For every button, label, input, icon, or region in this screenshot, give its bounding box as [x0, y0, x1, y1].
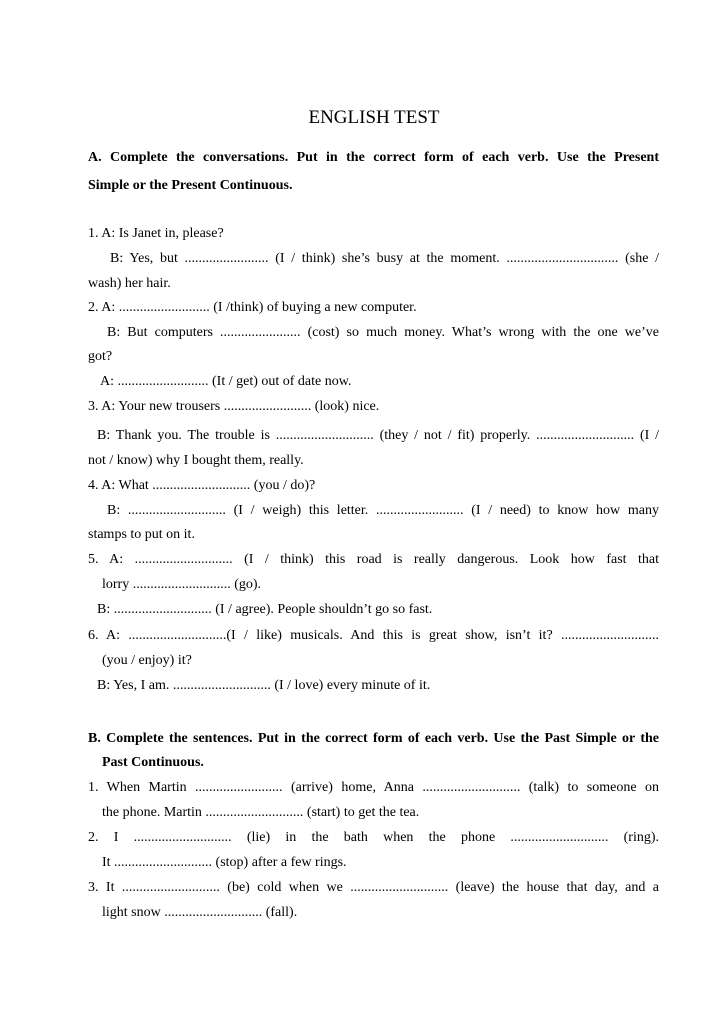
section-a-heading-line-2: Simple or the Present Continuous.: [88, 178, 293, 193]
sentence-b1-line-2: the phone. Martin ............................ (start) to get the tea.: [102, 805, 420, 820]
question-a3-line-3: not / know) why I bought them, really.: [88, 453, 304, 468]
question-a3-line-1: 3. A: Your new trousers ......................... (look) nice.: [88, 399, 380, 414]
question-a5-line-1: 5. A: ............................ (I / think) this road is really dangerous. Look how fast that: [88, 552, 659, 567]
section-b-heading-line-1: B. Complete the sentences. Put in the correct form of each verb. Use the Past Simple or the: [88, 731, 659, 746]
section-b-heading-line-2: Past Continuous.: [102, 755, 204, 770]
question-a6-line-3: B: Yes, I am. ............................ (I / love) every minute of it.: [97, 678, 431, 693]
question-a1-line-3: wash) her hair.: [88, 276, 171, 291]
section-a-heading-line-1: A. Complete the conversations. Put in the correct form of each verb. Use the Present: [88, 150, 659, 165]
question-a6-line-2: (you / enjoy) it?: [102, 653, 192, 668]
sentence-b2-line-2: It ............................ (stop) after a few rings.: [102, 855, 347, 870]
sentence-b3-line-2: light snow ............................ (fall).: [102, 905, 298, 920]
question-a4-line-3: stamps to put on it.: [88, 527, 195, 542]
question-a4-line-2: B: ............................ (I / weigh) this letter. ......................... (I / need) to know how many: [107, 503, 659, 518]
page-title: ENGLISH TEST: [308, 107, 440, 128]
question-a4-line-1: 4. A: What ............................ (you / do)?: [88, 478, 316, 493]
sentence-b3-line-1: 3. It ............................ (be) cold when we ............................ (leave) the house that day, and a: [88, 880, 659, 895]
question-a1-line-1: 1. A: Is Janet in, please?: [88, 226, 224, 241]
question-a6-line-1: 6. A: ............................(I / like) musicals. And this is great show, isn’t it? ............................: [88, 628, 659, 643]
question-a5-line-2: lorry ............................ (go).: [102, 577, 262, 592]
question-a2-line-1: 2. A: .......................... (I /think) of buying a new computer.: [88, 300, 417, 315]
sentence-b2-line-1: 2. I ............................ (lie) in the bath when the phone ............................ (ring).: [88, 830, 659, 845]
question-a2-line-2: B: But computers ....................... (cost) so much money. What’s wrong with the one we’ve: [107, 325, 659, 340]
question-a3-line-2: B: Thank you. The trouble is ............................ (they / not / fit) properly. ............................ (I /: [97, 428, 659, 443]
sentence-b1-line-1: 1. When Martin ......................... (arrive) home, Anna ............................ (talk) to someone on: [88, 780, 659, 795]
question-a1-line-2: B: Yes, but ........................ (I / think) she’s busy at the moment. ................................ (she /: [110, 251, 659, 266]
question-a5-line-3: B: ............................ (I / agree). People shouldn’t go so fast.: [97, 602, 433, 617]
question-a2-line-4: A: .......................... (It / get) out of date now.: [100, 374, 352, 389]
question-a2-line-3: got?: [88, 349, 113, 364]
